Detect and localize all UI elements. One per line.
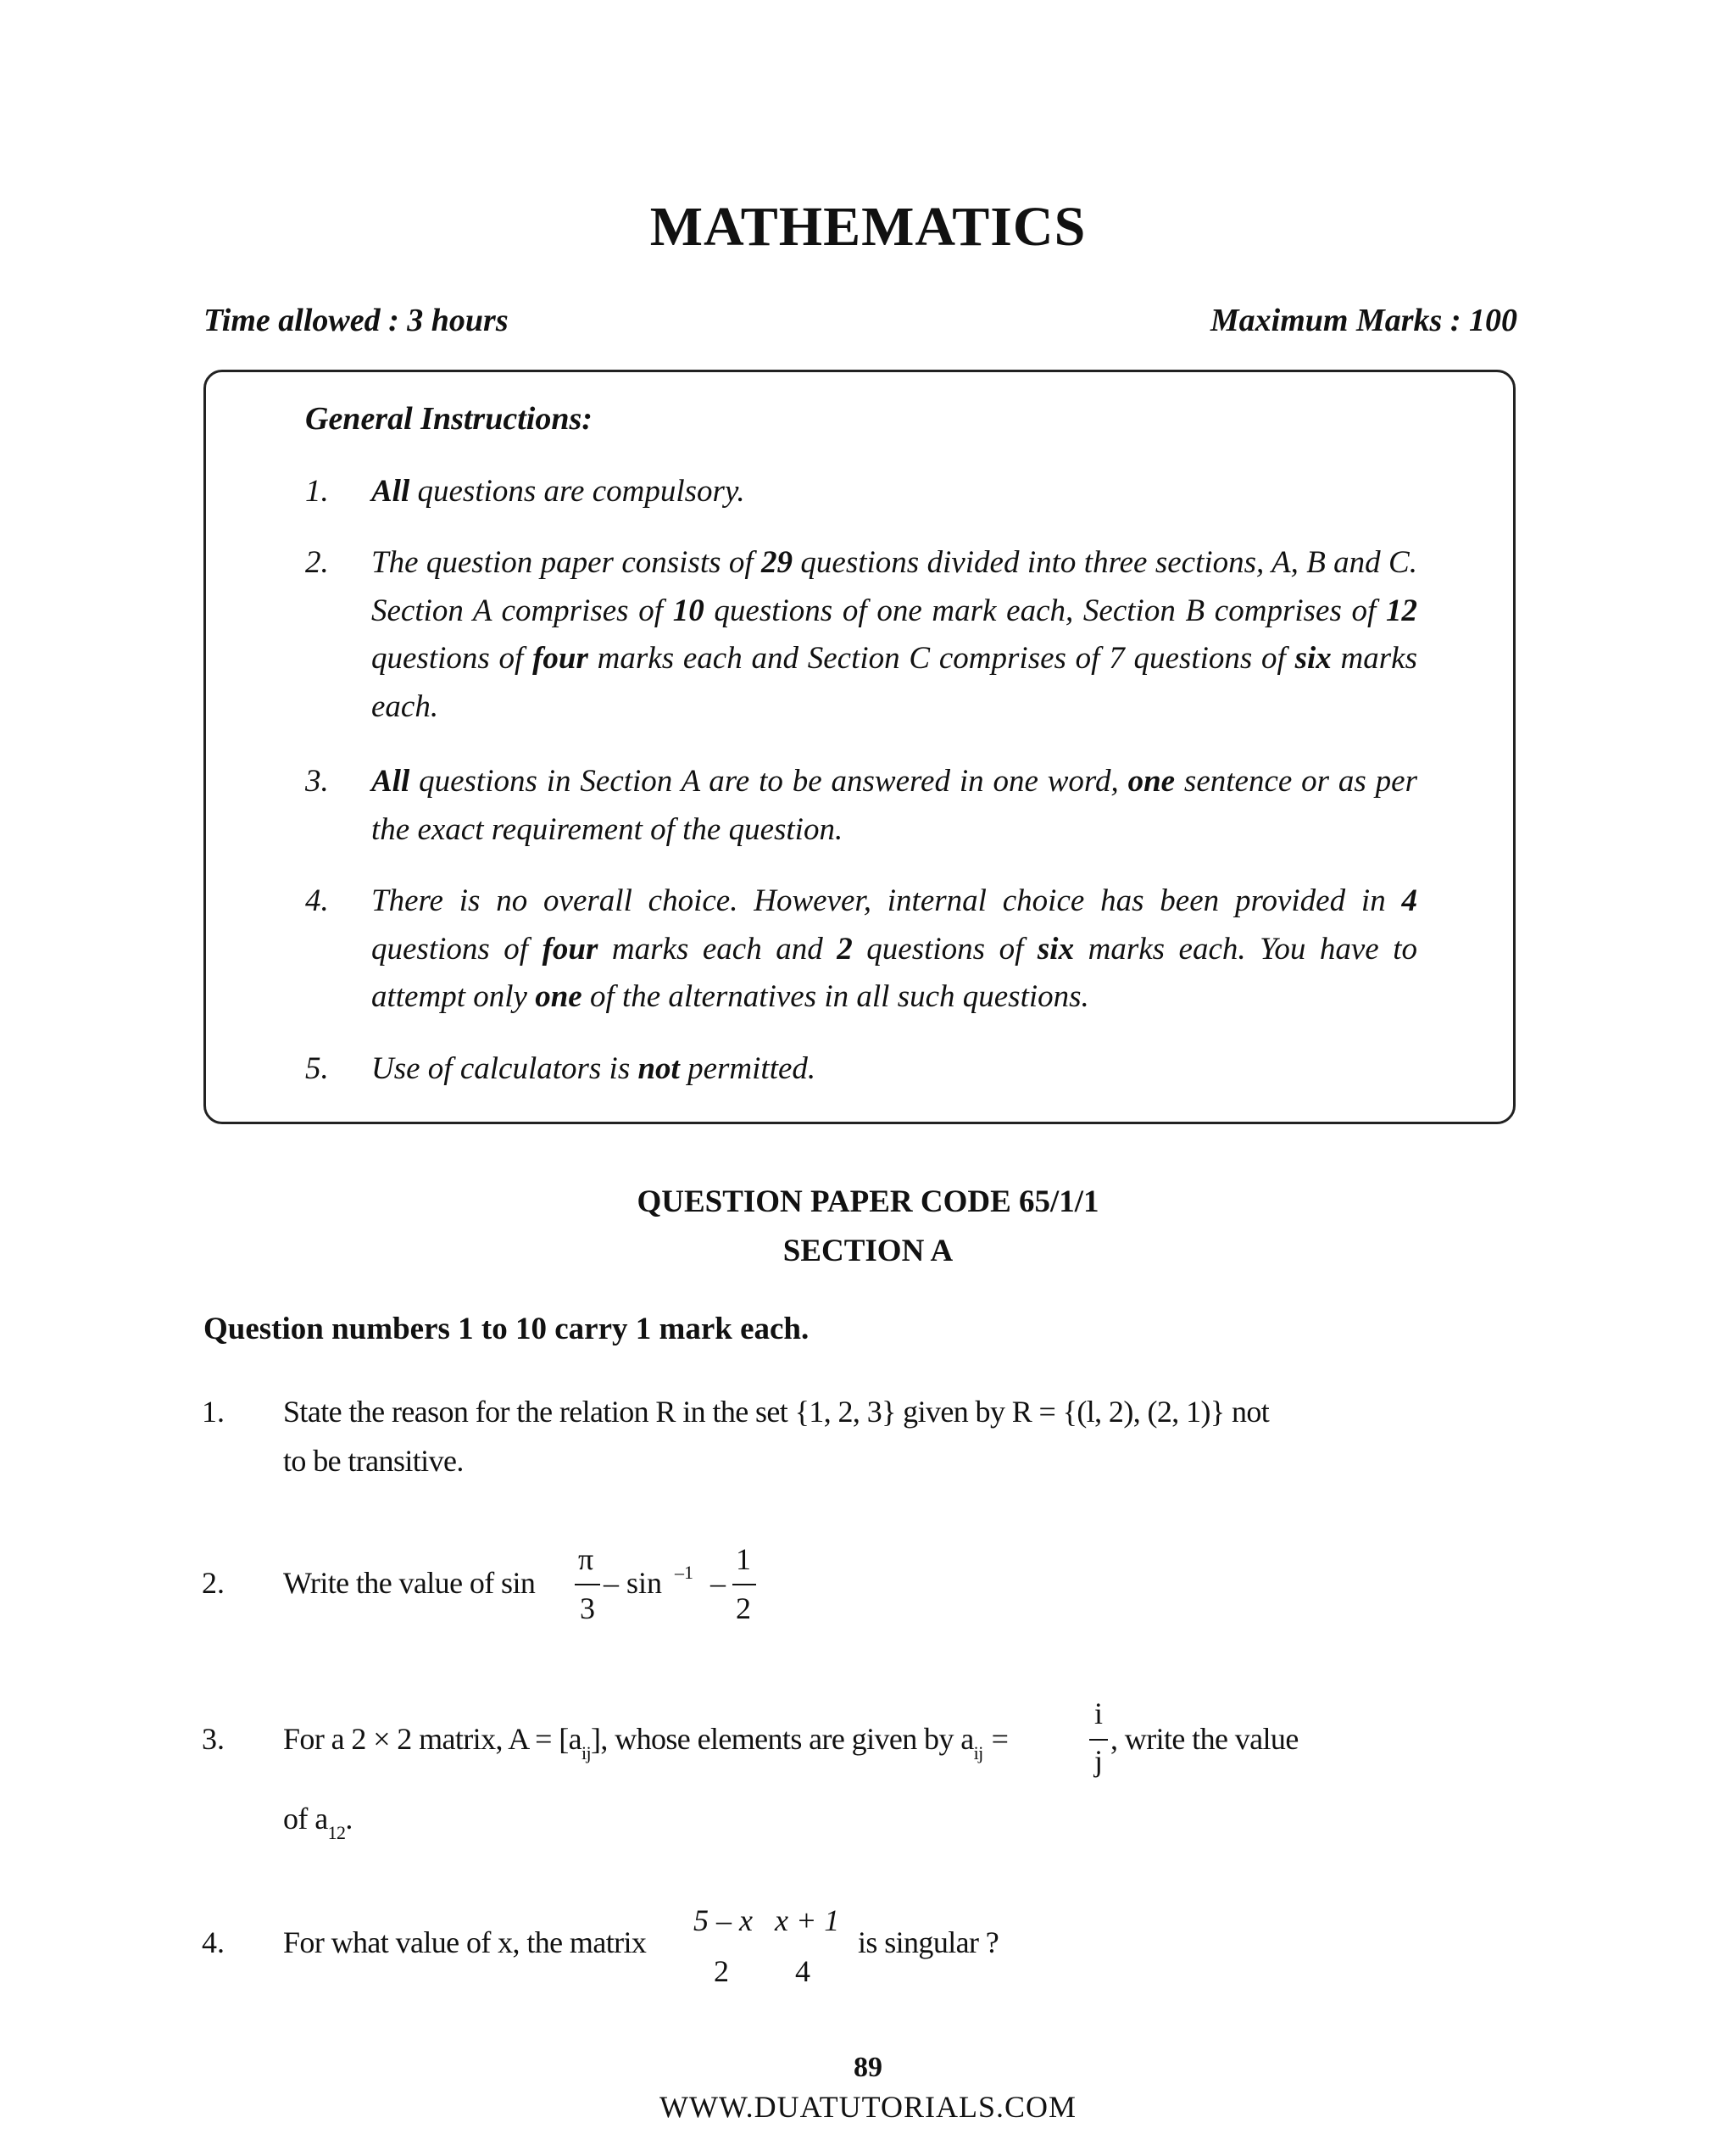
numerator-1: 1 <box>736 1542 751 1576</box>
denominator-2: 2 <box>736 1591 751 1625</box>
section-intro: Question numbers 1 to 10 carry 1 mark each. <box>203 1312 810 1346</box>
instruction-item-3: All questions in Section A are to be answered in one word, one sentence or as per the exact requirement of the question. <box>371 764 1417 847</box>
question-1-line-1: State the reason for the relation R in the set {1, 2, 3} given by R = {(l, 2), (2, 1)} not <box>283 1395 1270 1429</box>
question-number: 1. <box>202 1395 225 1429</box>
question-1-line-2: to be transitive. <box>283 1444 464 1478</box>
page-number: 89 <box>854 2052 882 2083</box>
instruction-number: 4. <box>305 883 329 918</box>
question-3-line-2: of $a_{12}$. <box>283 1802 353 1843</box>
question-number: 4. <box>202 1925 225 1959</box>
inverse-exponent: –1 <box>675 1562 693 1583</box>
question-4-tail: is singular ? <box>858 1925 999 1959</box>
matrix-entry-21: 2 <box>714 1954 729 1988</box>
question-3-text: For a 2 × 2 matrix, $A = [a_{ij}]$, whose elements are given by $a_{ij}$ = <box>283 1722 1009 1763</box>
pi-numerator: π <box>578 1542 594 1576</box>
question-4-lead: For what value of x, the matrix <box>283 1925 647 1959</box>
fraction-bar <box>1089 1739 1108 1741</box>
question-2-lead: Write the value of sin <box>283 1566 536 1600</box>
instruction-number: 5. <box>305 1051 329 1086</box>
instruction-number: 2. <box>305 545 329 580</box>
maximum-marks: Maximum Marks : 100 <box>1210 303 1517 338</box>
fraction-denominator-j: j <box>1094 1744 1104 1778</box>
matrix-entry-11: 5 – x <box>693 1903 753 1937</box>
time-allowed: Time allowed : 3 hours <box>203 303 509 338</box>
question-number: 2. <box>202 1566 225 1600</box>
matrix-entry-22: 4 <box>795 1954 810 1988</box>
instruction-number: 1. <box>305 474 329 509</box>
minus-sin-text: – sin <box>604 1566 663 1600</box>
fraction-numerator-i: i <box>1094 1696 1104 1730</box>
minus-sign: – <box>710 1566 726 1600</box>
instruction-item-5: Use of calculators is not permitted. <box>371 1051 816 1086</box>
website-footer: WWW.DUATUTORIALS.COM <box>659 2090 1077 2124</box>
denominator-3: 3 <box>580 1591 595 1625</box>
instruction-item-1: All questions are compulsory. <box>371 474 745 509</box>
matrix-entry-12: x + 1 <box>775 1903 840 1937</box>
instruction-item-2: The question paper consists of 29 questions divided into three sections, A, B and C. Section A comprises of 10 questions of one mark each, Section B comprises of 12 questions of four marks each and Section C comprises of 7 questions of six marks each. <box>371 545 1417 724</box>
page-title: MATHEMATICS <box>649 196 1087 258</box>
instruction-item-4: There is no overall choice. However, internal choice has been provided in 4 questions of four marks each and 2 questions of six marks each. You have to attempt only one of the alternatives in all such questions. <box>371 883 1418 1014</box>
fraction-bar <box>732 1584 756 1585</box>
question-number: 3. <box>202 1722 225 1756</box>
instruction-number: 3. <box>305 764 329 799</box>
fraction-bar <box>575 1584 600 1585</box>
question-3-tail: , write the value <box>1110 1722 1299 1756</box>
instructions-heading: General Instructions: <box>305 401 593 437</box>
question-paper-code: QUESTION PAPER CODE 65/1/1 <box>637 1184 1099 1219</box>
section-heading: SECTION A <box>782 1234 954 1268</box>
